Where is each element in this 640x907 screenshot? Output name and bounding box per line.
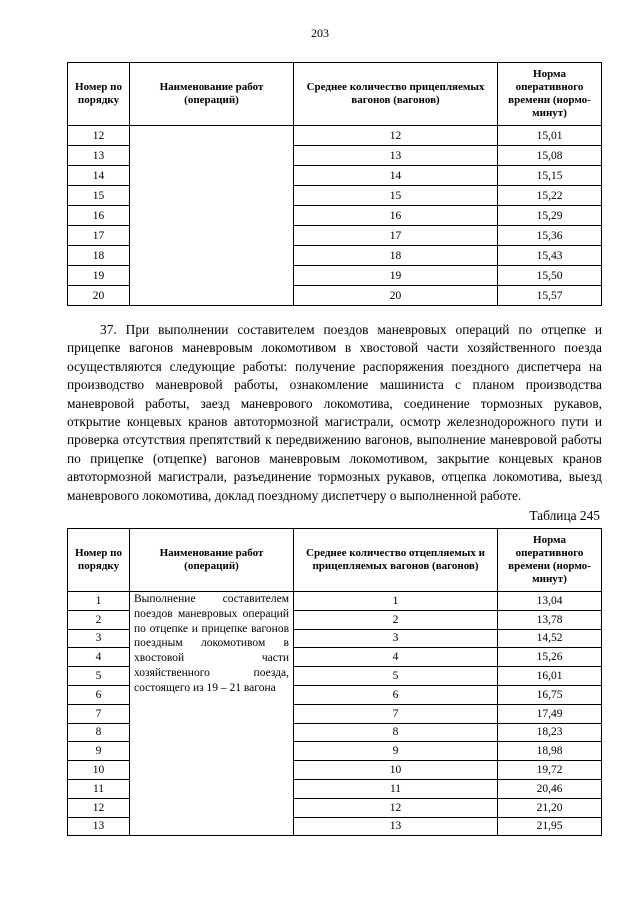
operation-name-cell xyxy=(130,126,294,306)
time-norm: 16,01 xyxy=(498,667,602,686)
wagon-count: 16 xyxy=(294,206,498,226)
time-norm: 15,50 xyxy=(498,266,602,286)
wagon-count: 10 xyxy=(294,761,498,780)
wagon-count: 3 xyxy=(294,629,498,648)
time-norm: 21,95 xyxy=(498,817,602,836)
wagon-count: 9 xyxy=(294,742,498,761)
wagon-count: 13 xyxy=(294,817,498,836)
time-norm: 13,78 xyxy=(498,610,602,629)
row-number: 13 xyxy=(68,146,130,166)
time-norm: 15,08 xyxy=(498,146,602,166)
header-wagon-count: Среднее количество отцепляемых и прицепляемых вагонов (вагонов) xyxy=(294,529,498,592)
header-time-norm: Норма оперативного времени (нормо-минут) xyxy=(498,63,602,126)
header-operation-name: Наименование работ (операций) xyxy=(130,529,294,592)
time-norm: 15,15 xyxy=(498,166,602,186)
time-norm: 20,46 xyxy=(498,779,602,798)
header-number: Номер по порядку xyxy=(68,529,130,592)
row-number: 11 xyxy=(68,779,130,798)
time-norm: 21,20 xyxy=(498,798,602,817)
row-number: 10 xyxy=(68,761,130,780)
table-header-row xyxy=(68,63,602,126)
table-245 xyxy=(67,528,602,836)
wagon-count: 8 xyxy=(294,723,498,742)
wagon-count: 11 xyxy=(294,779,498,798)
wagon-count: 2 xyxy=(294,610,498,629)
time-norm: 15,57 xyxy=(498,286,602,306)
wagon-count: 6 xyxy=(294,685,498,704)
row-number: 19 xyxy=(68,266,130,286)
header-operation-name: Наименование работ (операций) xyxy=(130,63,294,126)
wagon-count: 12 xyxy=(294,798,498,817)
table-row xyxy=(68,126,602,146)
wagon-count: 20 xyxy=(294,286,498,306)
wagon-count: 12 xyxy=(294,126,498,146)
time-norm: 15,26 xyxy=(498,648,602,667)
time-norm: 13,04 xyxy=(498,592,602,611)
row-number: 9 xyxy=(68,742,130,761)
header-wagon-count: Среднее количество прицепляемых вагонов (вагонов) xyxy=(294,63,498,126)
row-number: 8 xyxy=(68,723,130,742)
table-row xyxy=(68,592,602,611)
row-number: 14 xyxy=(68,166,130,186)
header-time-norm: Норма оперативного времени (нормо-минут) xyxy=(498,529,602,592)
row-number: 12 xyxy=(68,126,130,146)
table-continued xyxy=(67,62,602,306)
time-norm: 19,72 xyxy=(498,761,602,780)
page-number: 203 xyxy=(311,26,329,40)
time-norm: 15,01 xyxy=(498,126,602,146)
row-number: 15 xyxy=(68,186,130,206)
wagon-count: 14 xyxy=(294,166,498,186)
time-norm: 16,75 xyxy=(498,685,602,704)
row-number: 2 xyxy=(68,610,130,629)
wagon-count: 17 xyxy=(294,226,498,246)
row-number: 18 xyxy=(68,246,130,266)
time-norm: 15,29 xyxy=(498,206,602,226)
row-number: 3 xyxy=(68,629,130,648)
row-number: 13 xyxy=(68,817,130,836)
row-number: 20 xyxy=(68,286,130,306)
time-norm: 18,23 xyxy=(498,723,602,742)
wagon-count: 19 xyxy=(294,266,498,286)
wagon-count: 18 xyxy=(294,246,498,266)
time-norm: 14,52 xyxy=(498,629,602,648)
wagon-count: 1 xyxy=(294,592,498,611)
time-norm: 15,22 xyxy=(498,186,602,206)
table-header-row xyxy=(68,529,602,592)
row-number: 1 xyxy=(68,592,130,611)
row-number: 17 xyxy=(68,226,130,246)
wagon-count: 13 xyxy=(294,146,498,166)
time-norm: 15,36 xyxy=(498,226,602,246)
wagon-count: 5 xyxy=(294,667,498,686)
row-number: 16 xyxy=(68,206,130,226)
time-norm: 15,43 xyxy=(498,246,602,266)
operation-name-cell: Выполнение составителем поездов маневровых операций по отцепке и прицепке вагонов поездным локомотивом в хвостовой части хозяйственного поезда, состоящего из 19 – 21 вагона xyxy=(130,592,294,836)
wagon-count: 4 xyxy=(294,648,498,667)
row-number: 5 xyxy=(68,667,130,686)
row-number: 12 xyxy=(68,798,130,817)
row-number: 6 xyxy=(68,685,130,704)
header-number: Номер по порядку xyxy=(68,63,130,126)
wagon-count: 7 xyxy=(294,704,498,723)
wagon-count: 15 xyxy=(294,186,498,206)
section-paragraph: 37. При выполнении составителем поездов маневровых операций по отцепке и прицепке вагонов маневровым локомотивом в хвостовой части хозяйственного поезда осуществляются следующие работы: получение распоряжения поездного диспетчера на производство маневровой работы, ознакомление машиниста с планом производства маневровой работы, заезд маневрового локомотива, соединение тормозных рукавов, открытие концевых кранов автотормозной магистрали, осмотр железнодорожного пути и проверка отсутствия препятствий к передвижению вагонов, выполнение маневровой работы по прицепке (отцепке) вагонов маневровым локомотивом, закрытие концевых кранов автотормозной магистрали, разъединение тормозных рукавов, отцепка локомотива, выезд маневрового локомотива, доклад поездному диспетчеру о выполненной работе. xyxy=(67,322,602,503)
row-number: 4 xyxy=(68,648,130,667)
row-number: 7 xyxy=(68,704,130,723)
table-caption: Таблица 245 xyxy=(529,508,600,523)
time-norm: 18,98 xyxy=(498,742,602,761)
time-norm: 17,49 xyxy=(498,704,602,723)
